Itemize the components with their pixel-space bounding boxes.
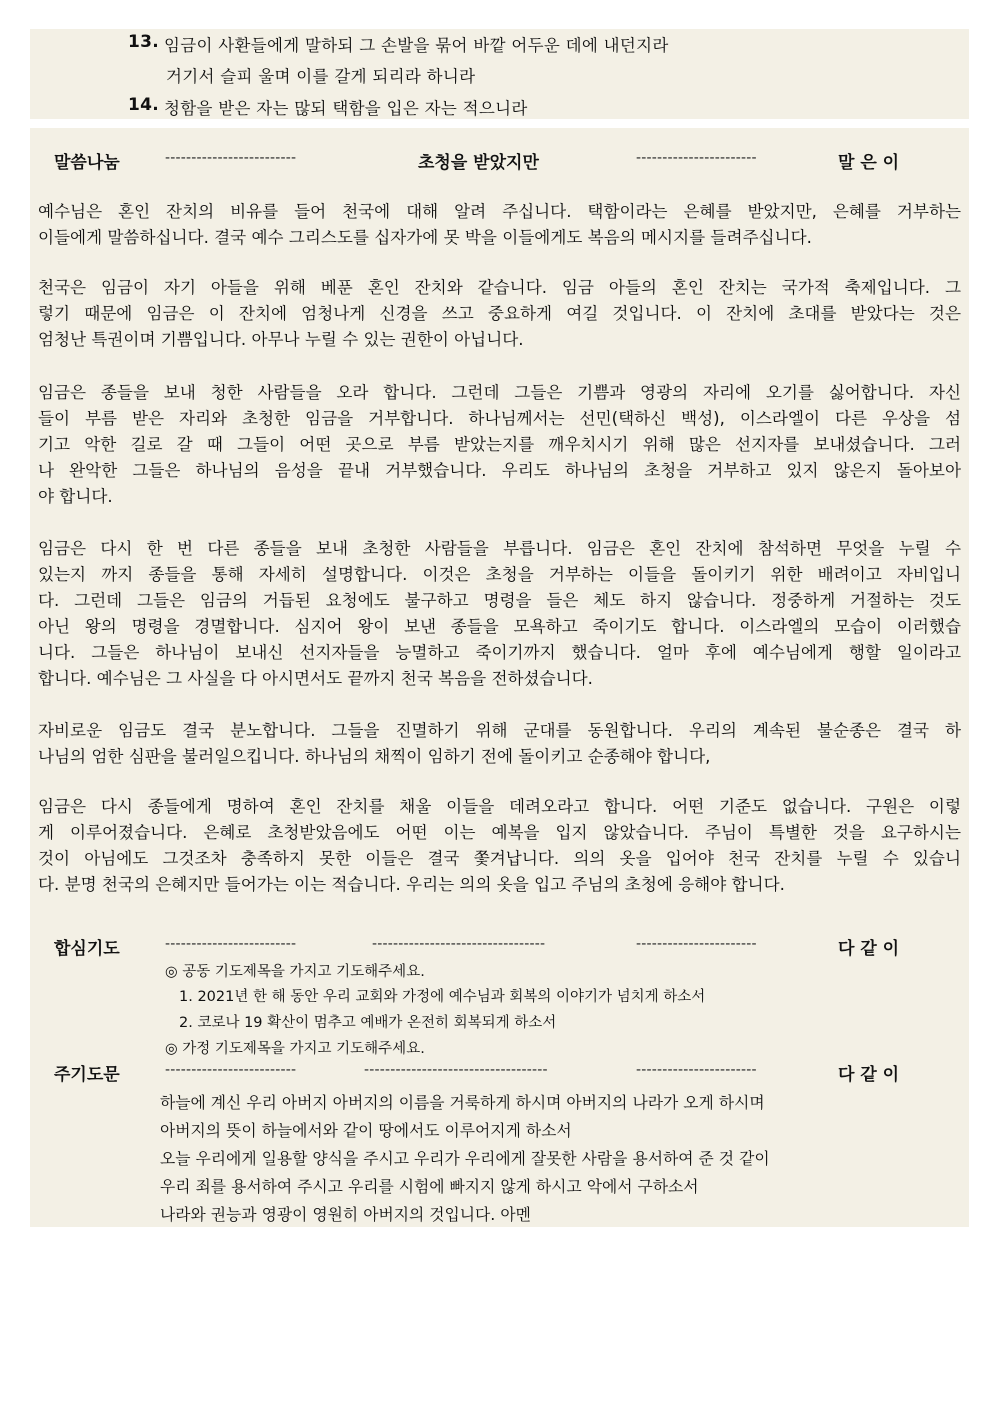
divider: ----------------------------------- (364, 1062, 548, 1078)
verse-text: 청함을 받은 자는 많되 택함을 입은 자는 적으니라 (164, 99, 528, 118)
sermon-paragraph (38, 199, 961, 251)
family-prayer-heading: ◎ 가정 기도제목을 가지고 기도해주세요. (165, 1041, 425, 1057)
verse-number: 13. (128, 32, 160, 52)
main-panel (30, 128, 969, 1227)
divider: ------------------------- (165, 1062, 297, 1078)
lords-prayer-line: 하늘에 계신 우리 아버지 아버지의 이름을 거룩하게 하시며 아버지의 나라가 오게 하시며 (160, 1093, 765, 1112)
verse-number: 14. (128, 95, 160, 115)
paragraph-line: 합니다. 예수님은 그 사실을 다 아시면서도 끝까지 천국 복음을 전하셨습니다. (38, 669, 593, 688)
paragraph-line: 니다. 그들은 하나님이 보내신 선지자들을 능멸하고 죽이기까지 했습니다. 얼마 후에 예수님에게 행할 일이라고 (38, 643, 961, 662)
paragraph-line: 천국은 임금이 자기 아들을 위해 베푼 혼인 잔치와 같습니다. 임금 아들의 혼인 잔치는 국가적 축제입니다. 그 (38, 278, 961, 297)
lords-prayer-line: 나라와 권능과 영광이 영원히 아버지의 것입니다. 아멘 (160, 1205, 531, 1224)
paragraph-line: 임금은 종들을 보내 청한 사람들을 오라 합니다. 그런데 그들은 기쁨과 영광의 자리에 오기를 싫어합니다. 자신 (38, 383, 961, 402)
sermon-title: 초청을 받았지만 (418, 153, 539, 173)
paragraph-line: 들이 부름 받은 자리와 초청한 임금을 거부합니다. 하나님께서는 선민(택하신 백성), 이스라엘이 다른 우상을 섬 (38, 409, 961, 428)
verse-panel (30, 29, 969, 119)
divider: ----------------------- (636, 936, 757, 952)
paragraph-line: 아닌 왕의 명령을 경멸합니다. 심지어 왕이 보낸 종들을 모욕하고 죽이기도 합니다. 이스라엘의 모습이 이러했습 (38, 617, 961, 636)
speaker: 다 같 이 (838, 939, 900, 959)
lords-prayer-line: 오늘 우리에게 일용할 양식을 주시고 우리가 우리에게 잘못한 사람을 용서하여 준 것 같이 (160, 1149, 770, 1168)
section-label-prayer: 합심기도 (54, 939, 120, 959)
paragraph-line: 자비로운 임금도 결국 분노합니다. 그들을 진멸하기 위해 군대를 동원합니다. 우리의 계속된 불순종은 결국 하 (38, 721, 961, 740)
divider: ------------------------- (165, 150, 297, 166)
paragraph-line: 임금은 다시 한 번 다른 종들을 보내 초청한 사람들을 부릅니다. 임금은 혼인 잔치에 참석하면 무엇을 누릴 수 (38, 539, 961, 558)
paragraph-line: 임금은 다시 종들에게 명하여 혼인 잔치를 채울 이들을 데려오라고 합니다. 어떤 기준도 없습니다. 구원은 이렇 (38, 797, 961, 816)
prayer-item: 2. 코로나 19 확산이 멈추고 예배가 온전히 회복되게 하소서 (179, 1015, 557, 1031)
divider: ------------------------- (165, 936, 297, 952)
paragraph-line: 다. 분명 천국의 은혜지만 들어가는 이는 적습니다. 우리는 의의 옷을 입고 주님의 초청에 응해야 합니다. (38, 875, 785, 894)
paragraph-line: 나 완악한 그들은 하나님의 음성을 끝내 거부했습니다. 우리도 하나님의 초청을 거부하고 있지 않은지 돌아보아 (38, 461, 961, 480)
sermon-paragraph (38, 794, 961, 898)
paragraph-line: 야 합니다. (38, 487, 113, 506)
paragraph-line: 것이 아님에도 그것조차 충족하지 못한 이들은 결국 쫓겨납니다. 의의 옷을 입어야 천국 잔치를 누릴 수 있습니 (38, 849, 961, 868)
lords-prayer-line: 아버지의 뜻이 하늘에서와 같이 땅에서도 이루어지게 하소서 (160, 1121, 572, 1140)
prayer-item: 1. 2021년 한 해 동안 우리 교회와 가정에 예수님과 회복의 이야기가 넘치게 하소서 (179, 989, 706, 1005)
sermon-paragraph (38, 275, 961, 353)
lords-prayer-line: 우리 죄를 용서하여 주시고 우리를 시험에 빠지지 않게 하시고 악에서 구하소서 (160, 1177, 699, 1196)
verse-text: 거기서 슬피 울며 이를 갈게 되리라 하니라 (166, 67, 476, 86)
paragraph-line: 예수님은 혼인 잔치의 비유를 들어 천국에 대해 알려 주십니다. 택함이라는 은혜를 받았지만, 은혜를 거부하는 (38, 202, 961, 221)
paragraph-line: 렇기 때문에 임금은 이 잔치에 엄청나게 신경을 쓰고 중요하게 여길 것입니다. 이 잔치에 초대를 받았다는 것은 (38, 304, 961, 323)
common-prayer-heading: ◎ 공동 기도제목을 가지고 기도해주세요. (165, 964, 425, 980)
divider: ----------------------- (636, 1062, 757, 1078)
sermon-paragraph (38, 380, 961, 510)
speaker: 다 같 이 (838, 1065, 900, 1085)
section-label-sermon: 말씀나눔 (54, 153, 120, 173)
divider: --------------------------------- (372, 936, 546, 952)
speaker: 말 은 이 (838, 153, 900, 173)
paragraph-line: 기고 악한 길로 갈 때 그들이 어떤 곳으로 부름 받았는지를 깨우치시기 위해 많은 선지자를 보내셨습니다. 그러 (38, 435, 961, 454)
paragraph-line: 엄청난 특권이며 기쁨입니다. 아무나 누릴 수 있는 권한이 아닙니다. (38, 330, 524, 349)
paragraph-line: 다. 그런데 그들은 임금의 거듭된 요청에도 불구하고 명령을 들은 체도 하지 않습니다. 정중하게 거절하는 것도 (38, 591, 961, 610)
paragraph-line: 게 이루어졌습니다. 은혜로 초청받았음에도 어떤 이는 예복을 입지 않았습니다. 주님이 특별한 것을 요구하시는 (38, 823, 961, 842)
sermon-paragraph (38, 718, 961, 770)
sermon-paragraph (38, 536, 961, 692)
divider: ----------------------- (636, 150, 757, 166)
paragraph-line: 이들에게 말씀하십니다. 결국 예수 그리스도를 십자가에 못 박을 이들에게도 복음의 메시지를 들려주십니다. (38, 228, 812, 247)
section-label-lords-prayer: 주기도문 (54, 1065, 120, 1085)
paragraph-line: 나님의 엄한 심판을 불러일으킵니다. 하나님의 채찍이 임하기 전에 돌이키고 순종해야 합니다, (38, 747, 711, 766)
verse-text: 임금이 사환들에게 말하되 그 손발을 묶어 바깥 어두운 데에 내던지라 (164, 36, 669, 55)
paragraph-line: 있는지 까지 종들을 통해 자세히 설명합니다. 이것은 초청을 거부하는 이들을 돌이키기 위한 배려이고 자비입니 (38, 565, 961, 584)
